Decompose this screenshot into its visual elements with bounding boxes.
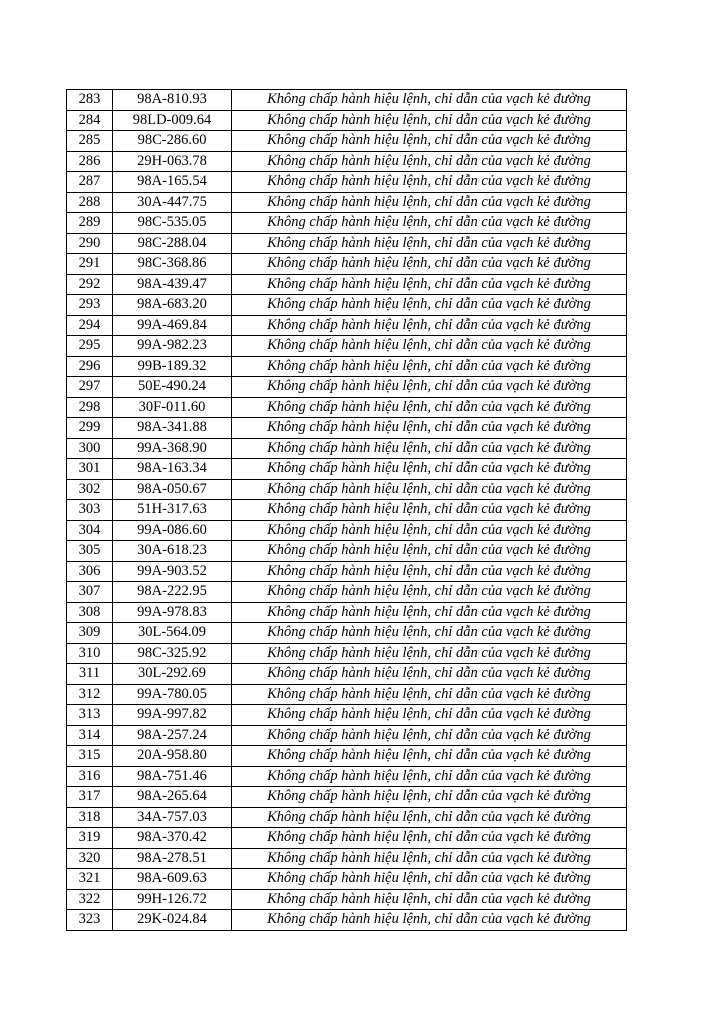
table-row (67, 315, 627, 336)
table-row (67, 377, 627, 398)
row-number-cell: 292 (67, 274, 113, 295)
table-row (67, 623, 627, 644)
violation-description-cell: Không chấp hành hiệu lệnh, chỉ dẫn của vạch kẻ đường (232, 233, 627, 254)
table-row (67, 192, 627, 213)
table-row (67, 254, 627, 275)
row-number-cell: 312 (67, 684, 113, 705)
license-plate-cell: 98A-439.47 (113, 274, 232, 295)
violation-description-cell: Không chấp hành hiệu lệnh, chỉ dẫn của vạch kẻ đường (232, 172, 627, 193)
license-plate-cell: 98LD-009.64 (113, 110, 232, 131)
table-row (67, 869, 627, 890)
row-number-cell: 310 (67, 643, 113, 664)
license-plate-cell: 30A-447.75 (113, 192, 232, 213)
row-number-cell: 289 (67, 213, 113, 234)
row-number-cell: 304 (67, 520, 113, 541)
license-plate-cell: 30L-564.09 (113, 623, 232, 644)
violation-description-cell: Không chấp hành hiệu lệnh, chỉ dẫn của vạch kẻ đường (232, 664, 627, 685)
license-plate-cell: 99A-903.52 (113, 561, 232, 582)
violation-description-cell: Không chấp hành hiệu lệnh, chỉ dẫn của vạch kẻ đường (232, 500, 627, 521)
violation-description-cell: Không chấp hành hiệu lệnh, chỉ dẫn của vạch kẻ đường (232, 336, 627, 357)
violation-description-cell: Không chấp hành hiệu lệnh, chỉ dẫn của vạch kẻ đường (232, 848, 627, 869)
table-row (67, 90, 627, 111)
violation-table (66, 89, 627, 931)
table-row (67, 131, 627, 152)
violation-description-cell: Không chấp hành hiệu lệnh, chỉ dẫn của vạch kẻ đường (232, 315, 627, 336)
license-plate-cell: 50E-490.24 (113, 377, 232, 398)
license-plate-cell: 98A-341.88 (113, 418, 232, 439)
license-plate-cell: 98A-810.93 (113, 90, 232, 111)
table-row (67, 643, 627, 664)
violation-description-cell: Không chấp hành hiệu lệnh, chỉ dẫn của vạch kẻ đường (232, 561, 627, 582)
license-plate-cell: 51H-317.63 (113, 500, 232, 521)
row-number-cell: 303 (67, 500, 113, 521)
row-number-cell: 314 (67, 725, 113, 746)
license-plate-cell: 98C-535.05 (113, 213, 232, 234)
violation-description-cell: Không chấp hành hiệu lệnh, chỉ dẫn của vạch kẻ đường (232, 131, 627, 152)
row-number-cell: 297 (67, 377, 113, 398)
violation-description-cell: Không chấp hành hiệu lệnh, chỉ dẫn của vạch kẻ đường (232, 377, 627, 398)
row-number-cell: 291 (67, 254, 113, 275)
violation-description-cell: Không chấp hành hiệu lệnh, chỉ dẫn của vạch kẻ đường (232, 520, 627, 541)
table-row (67, 172, 627, 193)
table-row (67, 746, 627, 767)
row-number-cell: 313 (67, 705, 113, 726)
table-row (67, 848, 627, 869)
violation-description-cell: Không chấp hành hiệu lệnh, chỉ dẫn của vạch kẻ đường (232, 910, 627, 931)
table-row (67, 151, 627, 172)
table-row (67, 479, 627, 500)
row-number-cell: 322 (67, 889, 113, 910)
table-row (67, 500, 627, 521)
row-number-cell: 320 (67, 848, 113, 869)
row-number-cell: 311 (67, 664, 113, 685)
table-row (67, 705, 627, 726)
violation-description-cell: Không chấp hành hiệu lệnh, chỉ dẫn của vạch kẻ đường (232, 582, 627, 603)
row-number-cell: 296 (67, 356, 113, 377)
table-row (67, 356, 627, 377)
violation-description-cell: Không chấp hành hiệu lệnh, chỉ dẫn của vạch kẻ đường (232, 725, 627, 746)
license-plate-cell: 98A-257.24 (113, 725, 232, 746)
license-plate-cell: 98A-370.42 (113, 828, 232, 849)
row-number-cell: 285 (67, 131, 113, 152)
violation-description-cell: Không chấp hành hiệu lệnh, chỉ dẫn của vạch kẻ đường (232, 807, 627, 828)
license-plate-cell: 99A-086.60 (113, 520, 232, 541)
table-row (67, 889, 627, 910)
table-row (67, 602, 627, 623)
row-number-cell: 315 (67, 746, 113, 767)
violation-description-cell: Không chấp hành hiệu lệnh, chỉ dẫn của vạch kẻ đường (232, 479, 627, 500)
violation-description-cell: Không chấp hành hiệu lệnh, chỉ dẫn của vạch kẻ đường (232, 295, 627, 316)
row-number-cell: 317 (67, 787, 113, 808)
violation-description-cell: Không chấp hành hiệu lệnh, chỉ dẫn của vạch kẻ đường (232, 602, 627, 623)
row-number-cell: 301 (67, 459, 113, 480)
table-row (67, 274, 627, 295)
violation-description-cell: Không chấp hành hiệu lệnh, chỉ dẫn của vạch kẻ đường (232, 684, 627, 705)
license-plate-cell: 34A-757.03 (113, 807, 232, 828)
table-row (67, 110, 627, 131)
license-plate-cell: 98C-288.04 (113, 233, 232, 254)
violation-description-cell: Không chấp hành hiệu lệnh, chỉ dẫn của vạch kẻ đường (232, 213, 627, 234)
row-number-cell: 306 (67, 561, 113, 582)
table-row (67, 418, 627, 439)
violation-description-cell: Không chấp hành hiệu lệnh, chỉ dẫn của vạch kẻ đường (232, 418, 627, 439)
table-row (67, 438, 627, 459)
row-number-cell: 318 (67, 807, 113, 828)
license-plate-cell: 99A-997.82 (113, 705, 232, 726)
table-row (67, 725, 627, 746)
table-row (67, 520, 627, 541)
license-plate-cell: 98C-368.86 (113, 254, 232, 275)
table-row (67, 828, 627, 849)
license-plate-cell: 98A-751.46 (113, 766, 232, 787)
violation-description-cell: Không chấp hành hiệu lệnh, chỉ dẫn của vạch kẻ đường (232, 110, 627, 131)
license-plate-cell: 98A-165.54 (113, 172, 232, 193)
table-row (67, 684, 627, 705)
table-row (67, 295, 627, 316)
table-row (67, 582, 627, 603)
row-number-cell: 294 (67, 315, 113, 336)
license-plate-cell: 98A-683.20 (113, 295, 232, 316)
violation-description-cell: Không chấp hành hiệu lệnh, chỉ dẫn của vạch kẻ đường (232, 643, 627, 664)
license-plate-cell: 98C-286.60 (113, 131, 232, 152)
row-number-cell: 287 (67, 172, 113, 193)
violation-description-cell: Không chấp hành hiệu lệnh, chỉ dẫn của vạch kẻ đường (232, 397, 627, 418)
row-number-cell: 309 (67, 623, 113, 644)
table-row (67, 233, 627, 254)
violation-description-cell: Không chấp hành hiệu lệnh, chỉ dẫn của vạch kẻ đường (232, 746, 627, 767)
table-row (67, 541, 627, 562)
violation-description-cell: Không chấp hành hiệu lệnh, chỉ dẫn của vạch kẻ đường (232, 254, 627, 275)
row-number-cell: 283 (67, 90, 113, 111)
license-plate-cell: 20A-958.80 (113, 746, 232, 767)
license-plate-cell: 99A-780.05 (113, 684, 232, 705)
license-plate-cell: 99A-978.83 (113, 602, 232, 623)
row-number-cell: 290 (67, 233, 113, 254)
violation-description-cell: Không chấp hành hiệu lệnh, chỉ dẫn của vạch kẻ đường (232, 459, 627, 480)
violation-description-cell: Không chấp hành hiệu lệnh, chỉ dẫn của vạch kẻ đường (232, 541, 627, 562)
row-number-cell: 293 (67, 295, 113, 316)
row-number-cell: 305 (67, 541, 113, 562)
license-plate-cell: 99H-126.72 (113, 889, 232, 910)
table-row (67, 766, 627, 787)
violation-description-cell: Không chấp hành hiệu lệnh, chỉ dẫn của vạch kẻ đường (232, 356, 627, 377)
row-number-cell: 308 (67, 602, 113, 623)
violation-description-cell: Không chấp hành hiệu lệnh, chỉ dẫn của vạch kẻ đường (232, 828, 627, 849)
violation-description-cell: Không chấp hành hiệu lệnh, chỉ dẫn của vạch kẻ đường (232, 151, 627, 172)
license-plate-cell: 98A-278.51 (113, 848, 232, 869)
violation-description-cell: Không chấp hành hiệu lệnh, chỉ dẫn của vạch kẻ đường (232, 869, 627, 890)
violation-description-cell: Không chấp hành hiệu lệnh, chỉ dẫn của vạch kẻ đường (232, 274, 627, 295)
row-number-cell: 319 (67, 828, 113, 849)
license-plate-cell: 30L-292.69 (113, 664, 232, 685)
row-number-cell: 286 (67, 151, 113, 172)
row-number-cell: 316 (67, 766, 113, 787)
license-plate-cell: 98A-609.63 (113, 869, 232, 890)
table-row (67, 807, 627, 828)
row-number-cell: 298 (67, 397, 113, 418)
table-row (67, 910, 627, 931)
license-plate-cell: 99A-469.84 (113, 315, 232, 336)
violation-description-cell: Không chấp hành hiệu lệnh, chỉ dẫn của vạch kẻ đường (232, 438, 627, 459)
table-row (67, 213, 627, 234)
license-plate-cell: 99B-189.32 (113, 356, 232, 377)
license-plate-cell: 30A-618.23 (113, 541, 232, 562)
violation-description-cell: Không chấp hành hiệu lệnh, chỉ dẫn của vạch kẻ đường (232, 90, 627, 111)
row-number-cell: 299 (67, 418, 113, 439)
row-number-cell: 300 (67, 438, 113, 459)
license-plate-cell: 29H-063.78 (113, 151, 232, 172)
license-plate-cell: 98C-325.92 (113, 643, 232, 664)
violation-description-cell: Không chấp hành hiệu lệnh, chỉ dẫn của vạch kẻ đường (232, 192, 627, 213)
violation-description-cell: Không chấp hành hiệu lệnh, chỉ dẫn của vạch kẻ đường (232, 623, 627, 644)
table-row (67, 459, 627, 480)
violation-description-cell: Không chấp hành hiệu lệnh, chỉ dẫn của vạch kẻ đường (232, 705, 627, 726)
license-plate-cell: 99A-982.23 (113, 336, 232, 357)
row-number-cell: 323 (67, 910, 113, 931)
violation-description-cell: Không chấp hành hiệu lệnh, chỉ dẫn của vạch kẻ đường (232, 787, 627, 808)
row-number-cell: 288 (67, 192, 113, 213)
table-row (67, 664, 627, 685)
table-row (67, 787, 627, 808)
table-row (67, 561, 627, 582)
license-plate-cell: 98A-050.67 (113, 479, 232, 500)
row-number-cell: 302 (67, 479, 113, 500)
license-plate-cell: 99A-368.90 (113, 438, 232, 459)
table-row (67, 336, 627, 357)
row-number-cell: 295 (67, 336, 113, 357)
license-plate-cell: 30F-011.60 (113, 397, 232, 418)
row-number-cell: 321 (67, 869, 113, 890)
violation-description-cell: Không chấp hành hiệu lệnh, chỉ dẫn của vạch kẻ đường (232, 889, 627, 910)
row-number-cell: 307 (67, 582, 113, 603)
license-plate-cell: 29K-024.84 (113, 910, 232, 931)
row-number-cell: 284 (67, 110, 113, 131)
violation-table-body (67, 90, 627, 931)
license-plate-cell: 98A-222.95 (113, 582, 232, 603)
license-plate-cell: 98A-265.64 (113, 787, 232, 808)
violation-description-cell: Không chấp hành hiệu lệnh, chỉ dẫn của vạch kẻ đường (232, 766, 627, 787)
license-plate-cell: 98A-163.34 (113, 459, 232, 480)
table-row (67, 397, 627, 418)
